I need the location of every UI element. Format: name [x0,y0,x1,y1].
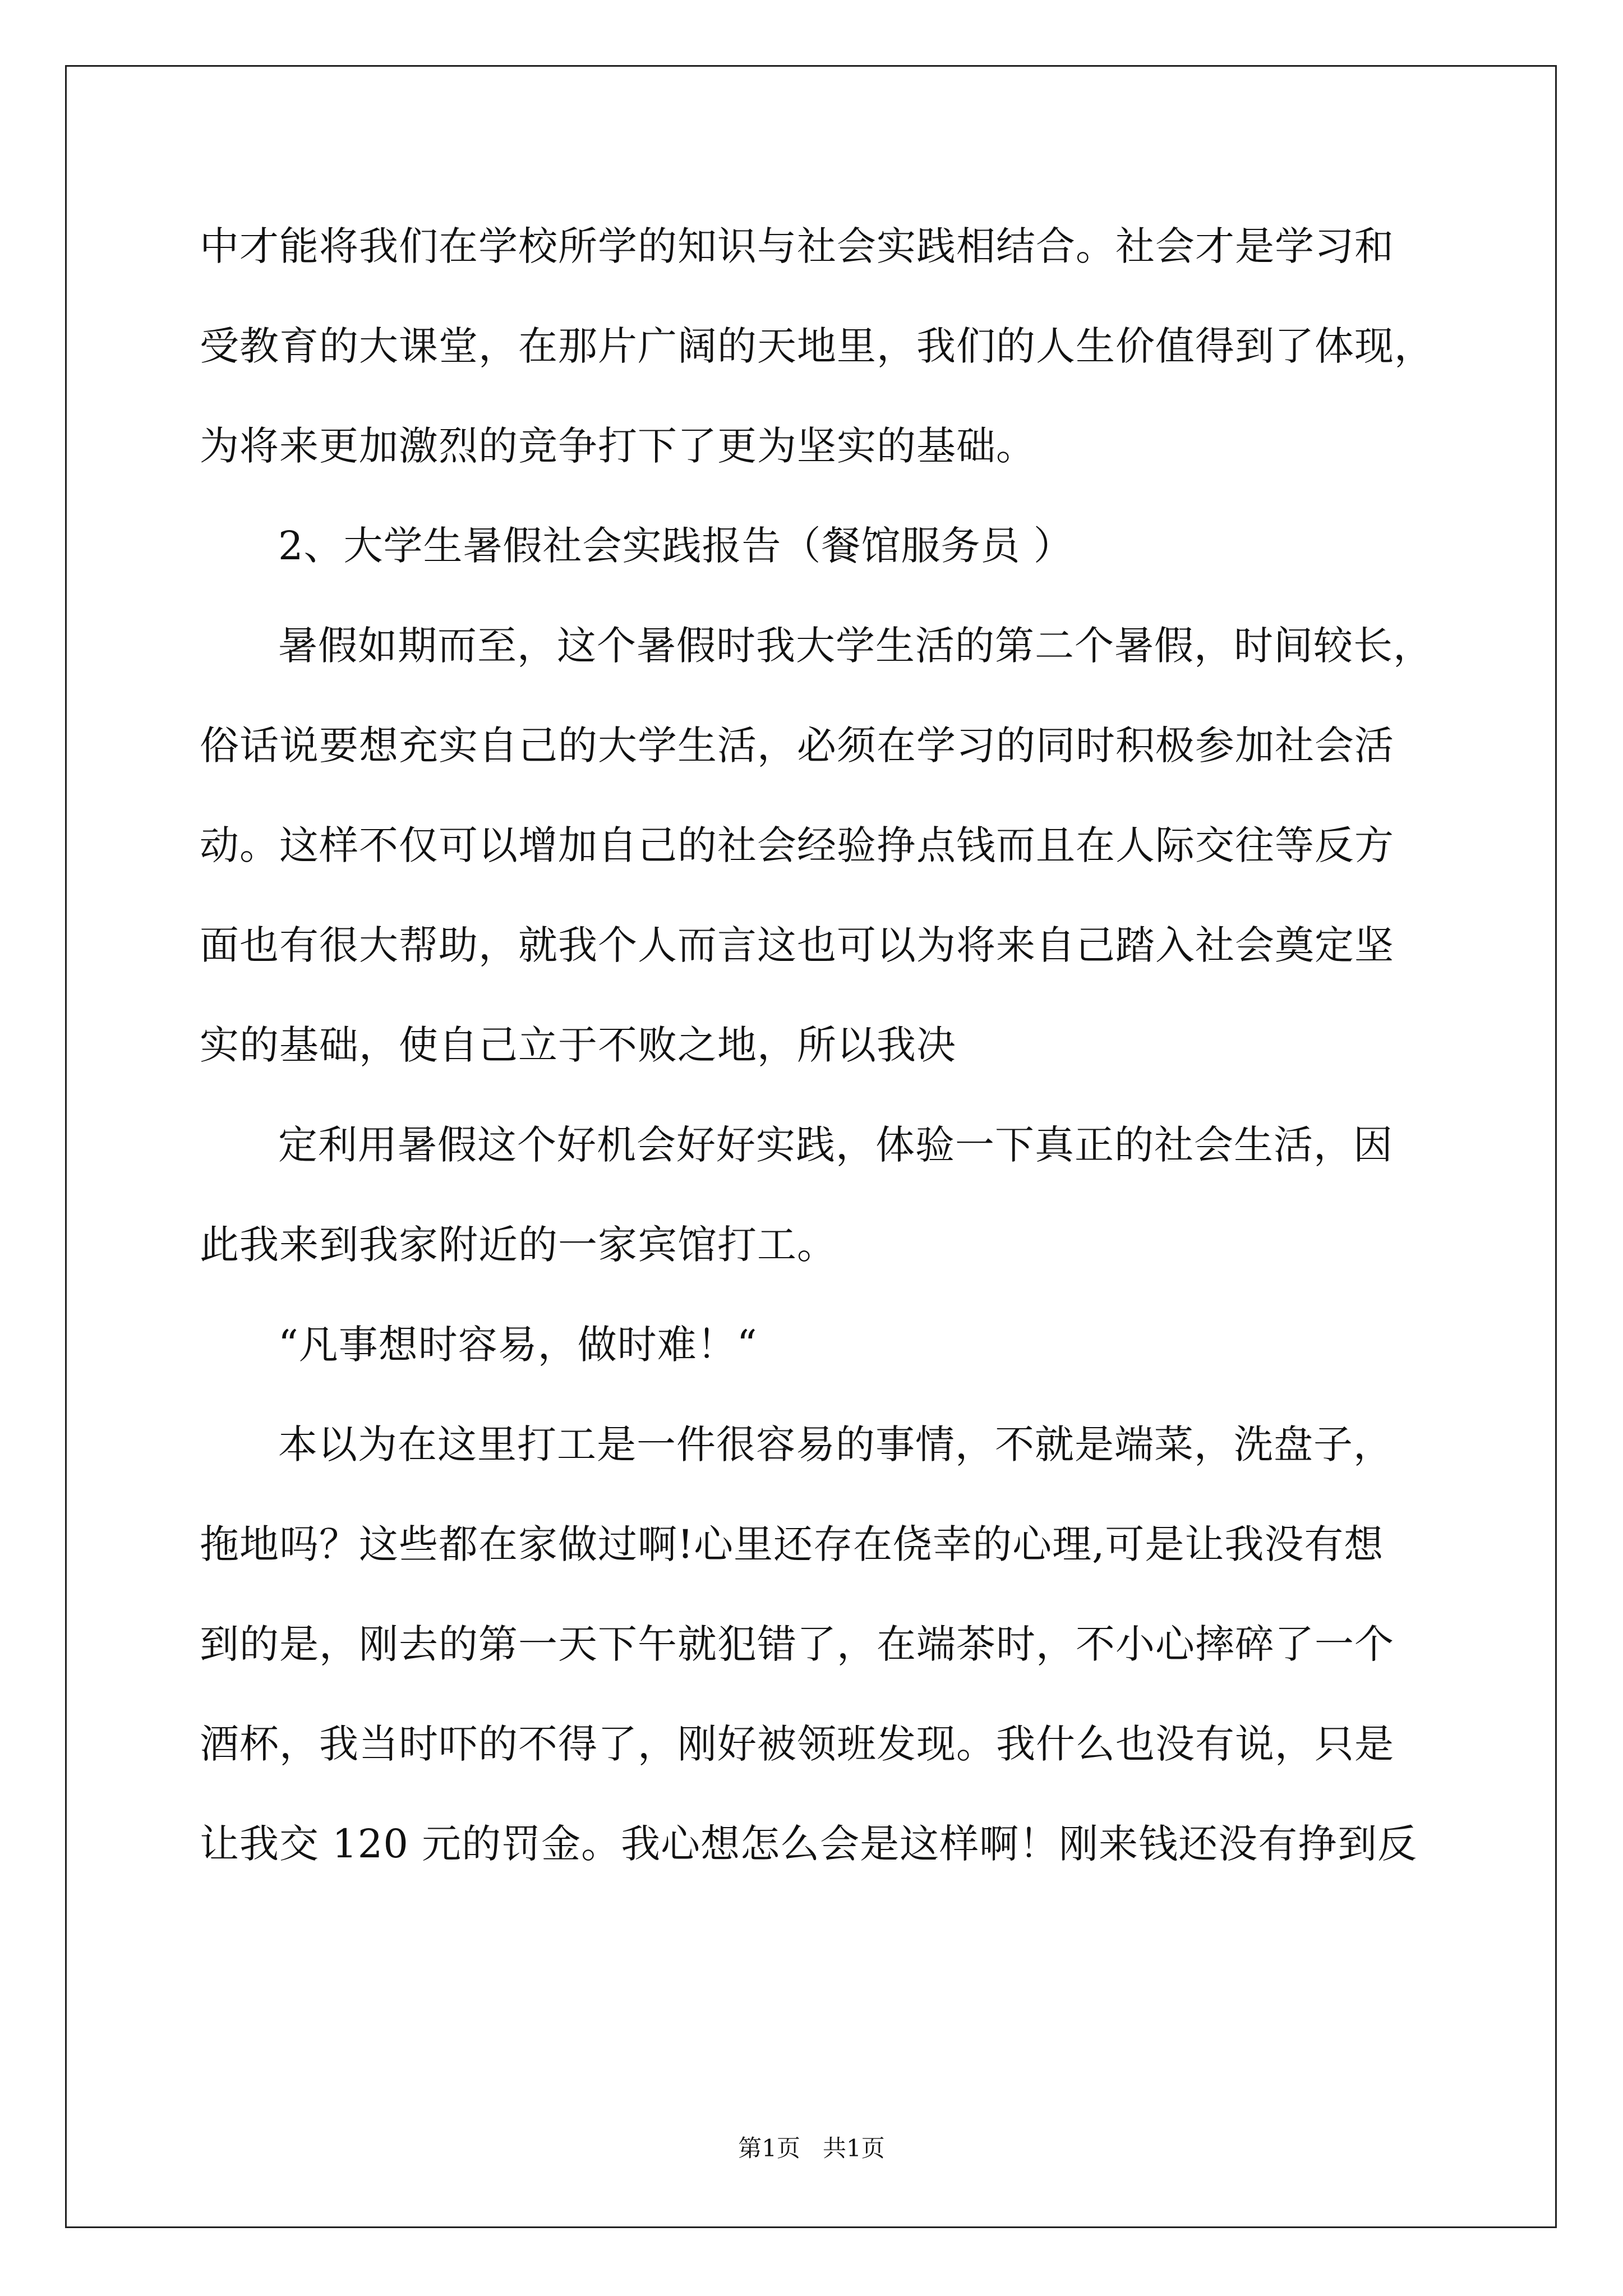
text-line: 让我交 120 元的罚金。我心想怎么会是这样啊！刚来钱还没有挣到反 [200,1821,1418,1867]
text-line: 酒杯，我当时吓的不得了，刚好被领班发现。我什么也没有说，只是 [200,1721,1394,1767]
quote-line: “凡事想时容易，做时难！“ [278,1322,758,1368]
text-line: 实的基础，使自己立于不败之地，所以我决 [200,1022,956,1068]
page-number-footer: 第1页 共1页 [738,2134,885,2162]
text-line: 拖地吗？这些都在家做过啊!心里还存在侥幸的心理,可是让我没有想 [200,1521,1384,1567]
section-heading: 2、大学生暑假社会实践报告（餐馆服务员 ） [278,523,1073,569]
text-line: 暑假如期而至，这个暑假时我大学生活的第二个暑假，时间较长， [278,623,1433,669]
text-line: 到的是，刚去的第一天下午就犯错了，在端茶时，不小心摔碎了一个 [200,1621,1394,1667]
text-line: 受教育的大课堂，在那片广阔的天地里，我们的人生价值得到了体现， [200,323,1434,369]
text-line: 为将来更加激烈的竞争打下了更为坚实的基础。 [200,423,1036,469]
text-line: 此我来到我家附近的一家宾馆打工。 [200,1222,837,1268]
text-line: 定利用暑假这个好机会好好实践，体验一下真正的社会生活，因 [278,1122,1393,1168]
text-line: 本以为在这里打工是一件很容易的事情，不就是端菜，洗盘子， [278,1421,1393,1467]
text-line: 俗话说要想充实自己的大学生活，必须在学习的同时积极参加社会活 [200,723,1394,769]
text-line: 动。这样不仅可以增加自己的社会经验挣点钱而且在人际交往等反方 [200,822,1394,868]
text-line: 中才能将我们在学校所学的知识与社会实践相结合。社会才是学习和 [200,223,1394,269]
text-line: 面也有很大帮助，就我个人而言这也可以为将来自己踏入社会奠定坚 [200,922,1394,968]
document-body [200,196,1445,1894]
